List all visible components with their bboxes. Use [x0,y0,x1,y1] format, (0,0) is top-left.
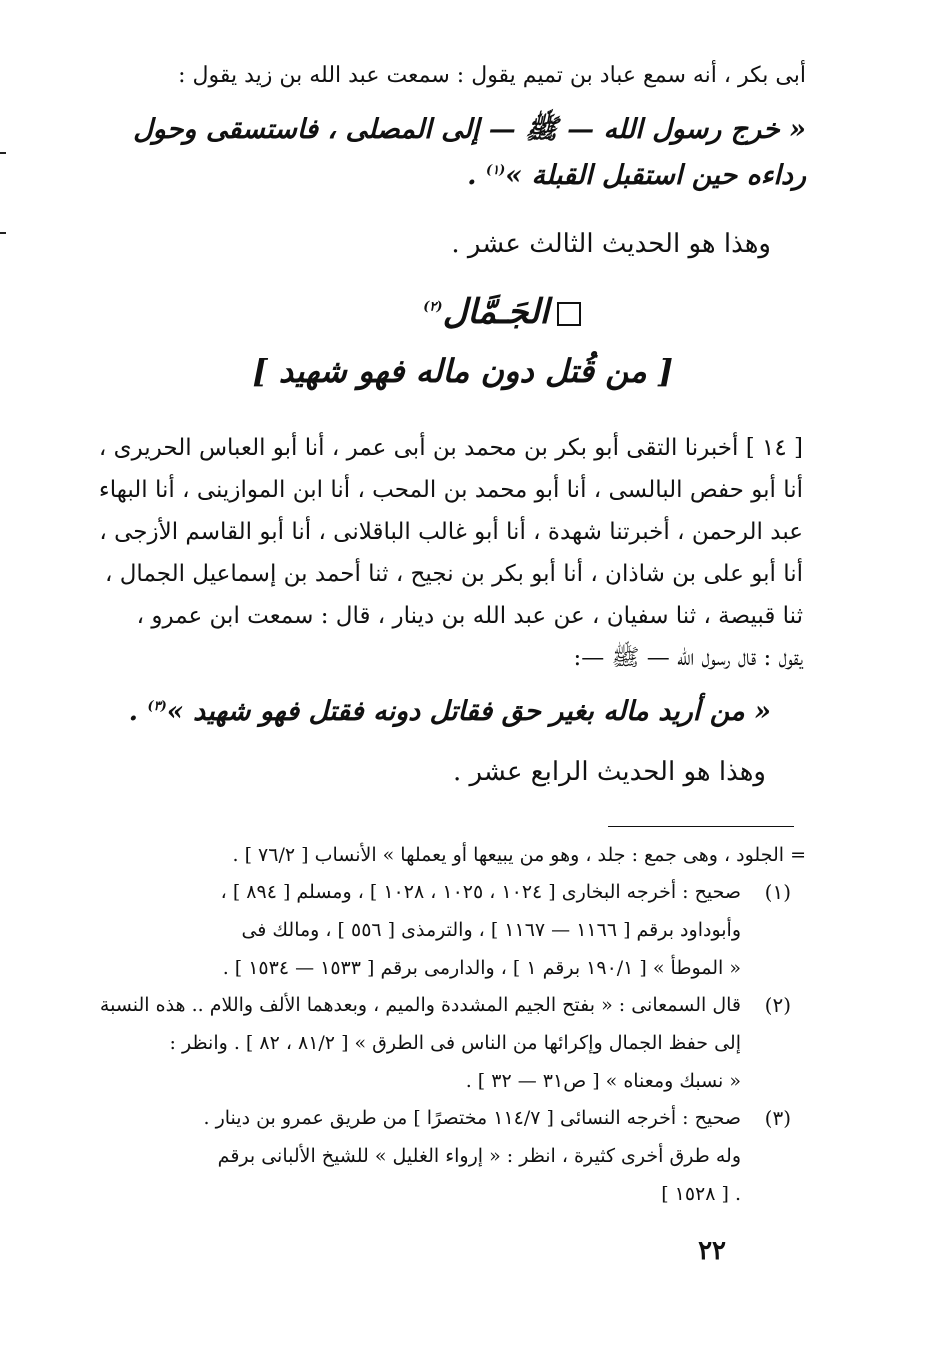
text-line: أبى بكر ، أنه سمع عباد بن تميم يقول : سمعت عبد الله بن زيد يقول : [178,63,806,88]
footnote-ref: (١) [485,163,506,178]
hadith-line [467,160,806,191]
footnote-line: صحيح : أخرجه البخارى [ ١٠٢٤ ، ١٠٢٥ ، ١٠٢٨ ] ، ومسلم [ ٨٩٤ ] ، [220,881,741,903]
footnote-number: (٢) [764,993,791,1017]
footnote-line: إلى حفظ الجمال وإكرائها من الناس فى الطرق » [ ٨١/٢ ، ٨٢ ] . وانظر : [169,1032,741,1054]
square-icon [557,302,581,326]
footnote-divider [608,826,794,827]
footnote-line: [ ١٥٢٨ ] . [661,1183,741,1205]
footnote-line: « الموطأ » [ ١٩٠/١ برقم ١ ] ، والدارمى برقم [ ١٥٣٣ — ١٥٣٤ ] . [222,957,741,979]
hadith-line: « خرج رسول الله — ﷺ — إلى المصلى ، فاستسقى وحول [133,114,806,145]
margin-mark [0,232,6,234]
section-subtitle: [ من قُتل دون ماله فهو شهيد ] [252,352,673,390]
footnote-number: (١) [764,880,791,904]
footnote-continuation: = الجلود ، وهى جمع : جلد ، وهو من يبيعها أو يعملها » الأنساب [ ٧٦/٢ ] . [232,844,806,866]
margin-mark [0,152,6,154]
text-line: [ ١٤ ] أخبرنا التقى أبو بكر بن محمد بن أبى عمر ، أنا أبو العباس الحريرى ، [98,435,803,461]
text-line: ثنا قبيصة ، ثنا سفيان ، عن عبد الله بن دينار ، قال : سمعت ابن عمرو ، [136,603,803,629]
title-text: الجَـمَّال [442,292,549,332]
footnote-ref: (٢) [423,299,443,315]
footnote-line: وأبوداود برقم [ ١١٦٦ — ١١٦٧ ] ، والترمذى [ ٥٥٦ ] ، ومالك فى [241,919,741,941]
hadith-text: « من أريد ماله بغير حق فقاتل دونه فقتل فهو شهيد » [166,696,771,727]
hadith-end: . [128,696,148,727]
hadith-end: . [467,160,486,191]
footnote-line: قال السمعانى : « بفتح الجيم المشددة والميم ، وبعدهما الألف واللام .. هذه النسبة [99,994,741,1016]
section-title [423,292,581,332]
footnote-line: « نسبك ومعناه » [ ص٣١ — ٣٢ ] . [465,1070,741,1092]
footnote-number: (٣) [764,1106,791,1130]
text-line: عبد الرحمن ، أخبرتنا شهدة ، أنا أبو غالب الباقلانى ، أنا أبو القاسم الأزجى ، [99,519,803,545]
text-line: أنا أبو على بن شاذان ، أنا أبو بكر بن نجيح ، ثنا أحمد بن إسماعيل الجمال ، [104,561,803,587]
footnote-ref: (٣) [147,699,167,714]
footnote-line: صحيح : أخرجه النسائى [ ١١٤/٧ مختصرًا ] من طريق عمرو بن دينار . [203,1107,741,1129]
text-line: يقول : قال رسول الله — ﷺ —: [573,645,803,671]
hadith-line [129,696,771,727]
closing-line: وهذا هو الحديث الثالث عشر . [451,229,771,259]
text-line: أنا أبو حفص البالسى ، أنا أبو محمد بن المحب ، أنا ابن الموازينى ، أنا البهاء [98,477,803,503]
footnote-line: وله طرق أخرى كثيرة ، انظر : « إرواء الغليل » للشيخ الألبانى برقم [217,1145,741,1167]
hadith-text: رداءه حين استقبل القبلة » [505,160,806,191]
page-number: ٢٢ [698,1236,726,1266]
closing-line: وهذا هو الحديث الرابع عشر . [452,757,766,787]
